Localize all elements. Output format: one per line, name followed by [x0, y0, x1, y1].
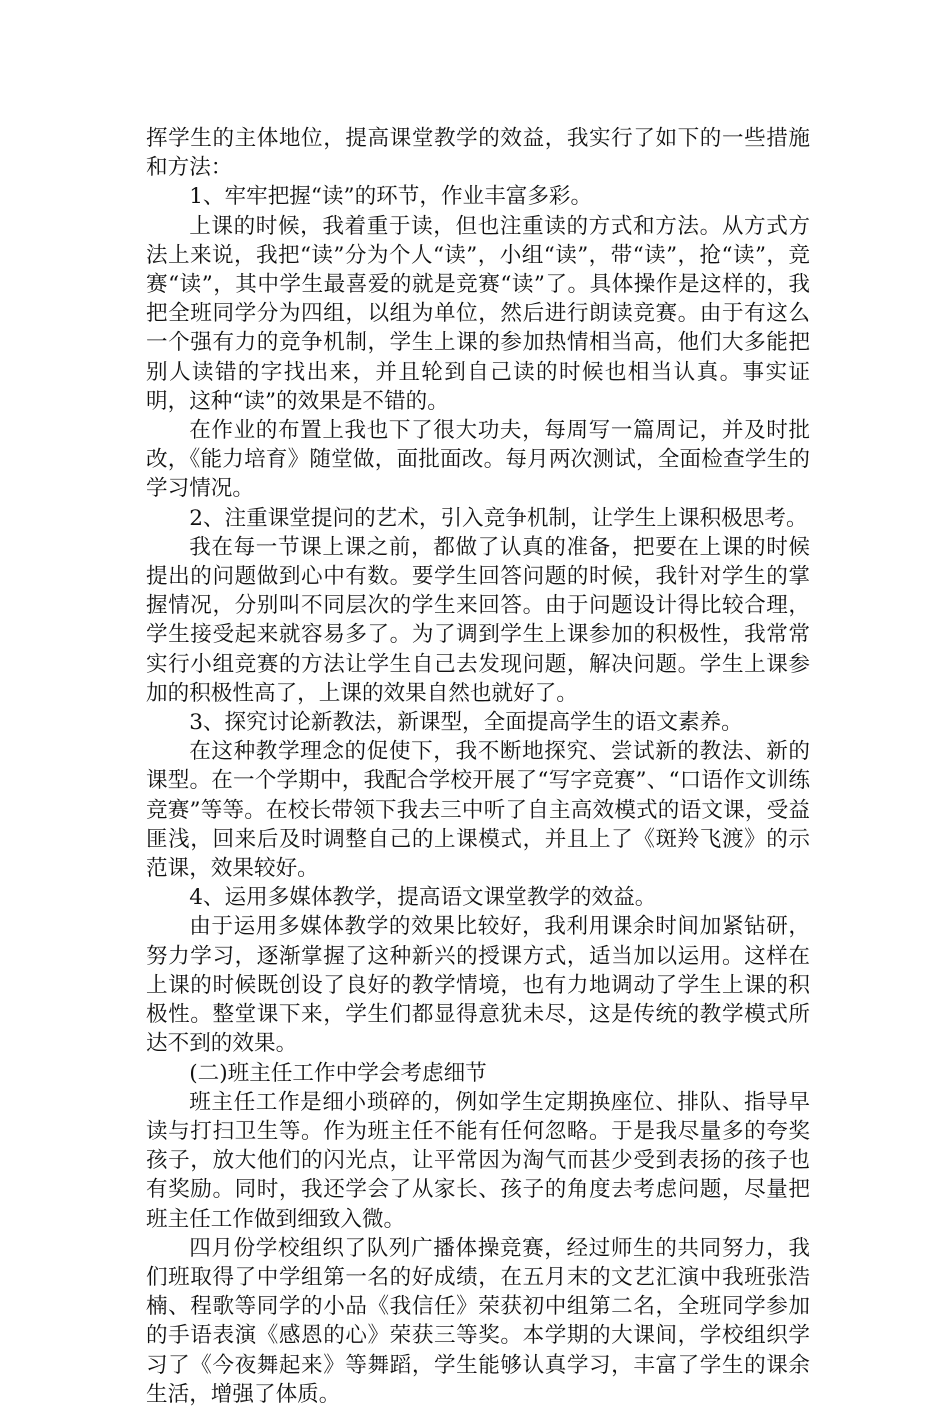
- heading-multimedia: 4、运用多媒体教学，提高语文课堂教学的效益。: [189, 885, 657, 911]
- paragraph-reading-methods: 上课的时候，我着重于读，但也注重读的方式和方法。从方式方法上来说，我把“读”分为个人“读”，小组“读”，带“读”，抢“读”，竞赛“读”，其中学生最喜爱的就是竞赛“读”了。具体操作是这样的，我把全班同学分为四组，以组为单位，然后进行朗读竞赛。由于有这么一个强有力的竞争机制，学生上课的参加热情相当高，他们大多能把别人读错的字找出来，并且轮到自己读的时候也相当认真。事实证明，这种“读”的效果是不错的。: [146, 213, 810, 414]
- heading-new-methods: 3、探究讨论新教法，新课型，全面提高学生的语文素养。: [189, 710, 743, 736]
- paragraph-multimedia: 由于运用多媒体教学的效果比较好，我利用课余时间加紧钻研，努力学习，逐渐掌握了这种新兴的授课方式，适当加以运用。这样在上课的时候既创设了良好的教学情境，也有力地调动了学生上课的积极性。整堂课下来，学生们都显得意犹未尽，这是传统的教学模式所达不到的效果。: [146, 914, 810, 1057]
- heading-reading: 1、牢牢把握“读”的环节，作业丰富多彩。: [189, 184, 593, 210]
- paragraph-homework: 在作业的布置上我也下了很大功夫，每周写一篇周记，并及时批改，《能力培育》随堂做，面批面改。每月两次测试，全面检查学生的学习情况。: [146, 418, 810, 502]
- paragraph-activities: 四月份学校组织了队列广播体操竞赛，经过师生的共同努力，我们班取得了中学组第一名的好成绩，在五月末的文艺汇演中我班张浩楠、程歌等同学的小品《我信任》荣获初中组第二名，全班同学参加的手语表演《感恩的心》荣获三等奖。本学期的大课间，学校组织学习了《今夜舞起来》等舞蹈，学生能够认真学习，丰富了学生的课余生活，增强了体质。: [146, 1235, 810, 1407]
- paragraph-1: 挥学生的主体地位，提高课堂教学的效益，我实行了如下的一些措施和方法：: [146, 126, 810, 181]
- paragraph-class-teacher: 班主任工作是细小琐碎的，例如学生定期换座位、排队、指导早读与打扫卫生等。作为班主任不能有任何忽略。于是我尽量多的夸奖孩子，放大他们的闪光点，让平常因为淘气而甚少受到表扬的孩子也有奖励。同时，我还学会了从家长、孩子的角度去考虑问题，尽量把班主任工作做到细致入微。: [146, 1089, 810, 1232]
- paragraph-new-methods: 在这种教学理念的促使下，我不断地探究、尝试新的教法、新的课型。在一个学期中，我配合学校开展了“写字竞赛”、“口语作文训练竞赛”等等。在校长带领下我去三中听了自主高效模式的语文课，受益匪浅，回来后及时调整自己的上课模式，并且上了《斑羚飞渡》的示范课，效果较好。: [146, 739, 810, 882]
- heading-questioning: 2、注重课堂提问的艺术，引入竞争机制，让学生上课积极思考。: [189, 505, 808, 531]
- heading-class-teacher: (二)班主任工作中学会考虑细节: [189, 1060, 487, 1086]
- paragraph-questioning: 我在每一节课上课之前，都做了认真的准备，把要在上课的时候提出的问题做到心中有数。要学生回答问题的时候，我针对学生的掌握情况，分别叫不同层次的学生来回答。由于问题设计得比较合理，学生接受起来就容易多了。为了调到学生上课参加的积极性，我常常实行小组竞赛的方法让学生自己去发现问题，解决问题。学生上课参加的积极性高了，上课的效果自然也就好了。: [146, 534, 810, 706]
- document-body: [146, 124, 810, 1409]
